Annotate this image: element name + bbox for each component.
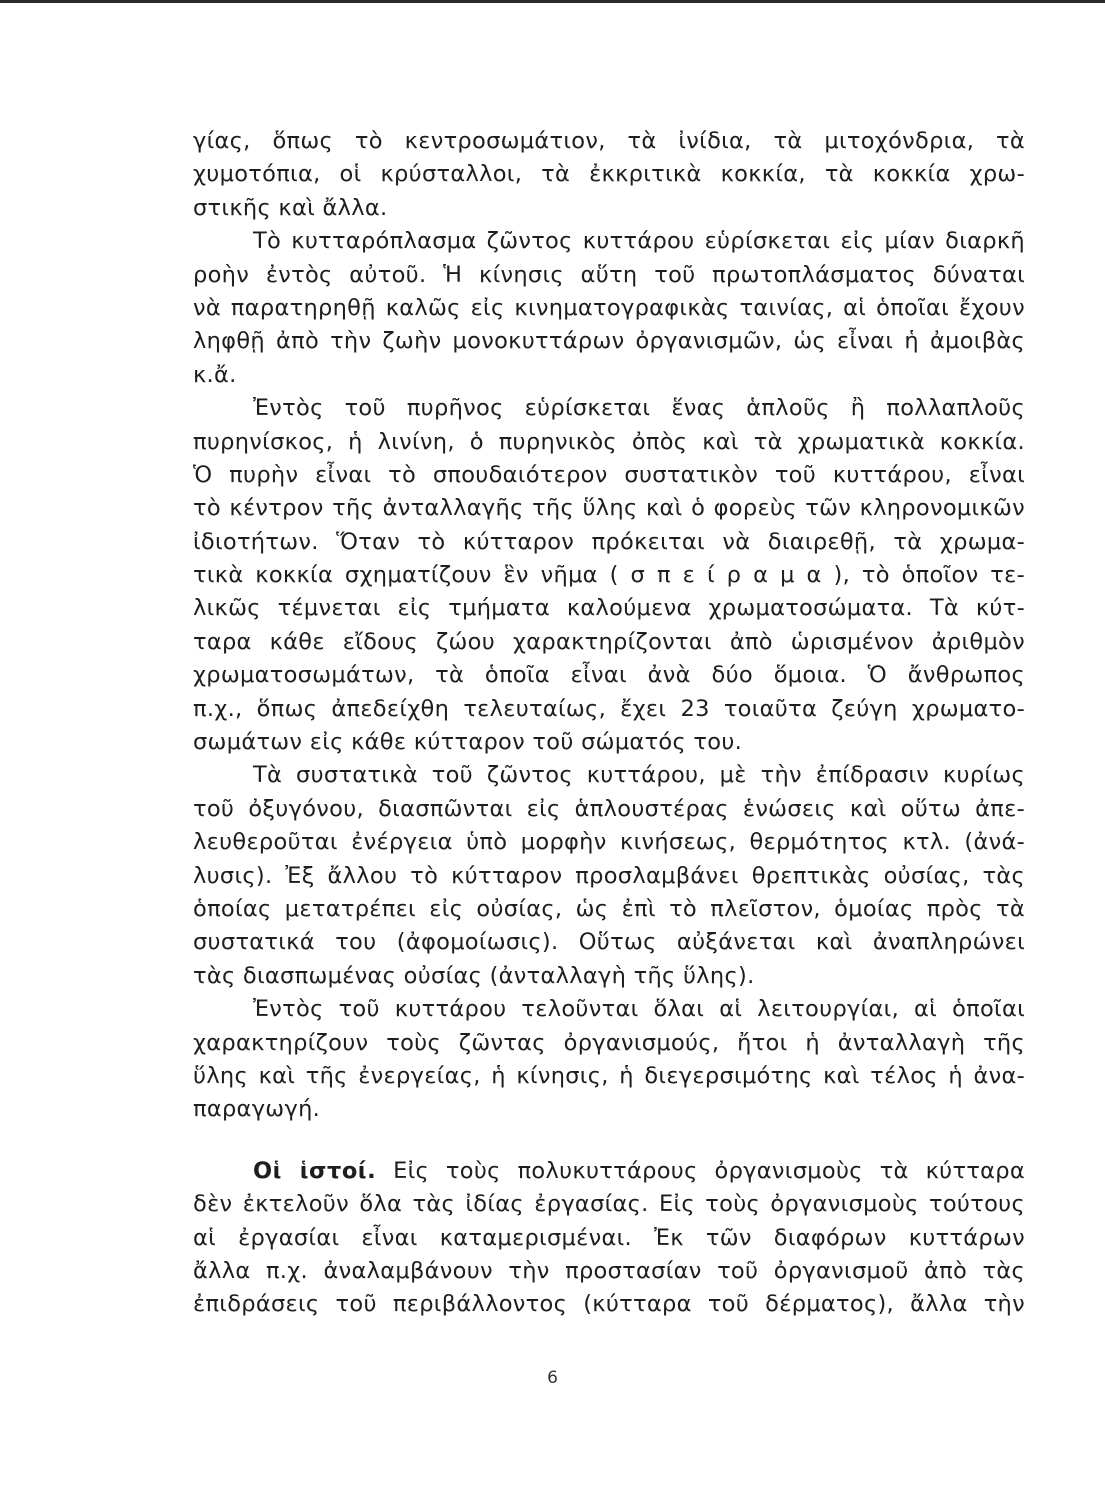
page-body (193, 125, 1025, 1322)
paragraph-life-functions (193, 993, 1025, 1127)
text-line: νὰ παρατηρηθῇ καλῶς εἰς κινηματογραφικὰς ταινίας, αἱ ὁποῖαι ἔχουν (193, 294, 1025, 321)
text-line: λευθεροῦται ἐνέργεια ὑπὸ μορφὴν κινήσεως, θερμότητος κτλ. (ἀνά- (193, 829, 1025, 856)
paragraph-nucleus (193, 392, 1025, 759)
text-line: Ὁ πυρὴν εἶναι τὸ σπουδαιότερον συστατικὸν τοῦ κυττάρου, εἶναι (193, 461, 1025, 488)
text-line: τὰς διασπωμένας οὐσίας (ἀνταλλαγὴ τῆς ὕλης). (193, 962, 755, 989)
text-line: Ἐντὸς τοῦ πυρῆνος εὑρίσκεται ἕνας ἁπλοῦς ἢ πολλαπλοῦς (253, 395, 1025, 422)
paragraph-tissues (193, 1155, 1025, 1322)
text-line: τοῦ ὀξυγόνου, διασπῶνται εἰς ἁπλουστέρας ἑνώσεις καὶ οὕτω ἀπε- (193, 795, 1025, 822)
text-line: συστατικά του (ἀφομοίωσις). Οὕτως αὐξάνεται καὶ ἀναπληρώνει (193, 929, 1025, 956)
text-line (193, 1155, 1025, 1188)
text-line: ἰδιοτήτων. Ὅταν τὸ κύτταρον πρόκειται νὰ διαιρεθῇ, τὰ χρωμα- (193, 528, 1025, 555)
text-line: ἄλλα π.χ. ἀναλαμβάνουν τὴν προστασίαν τοῦ ὀργανισμοῦ ἀπὸ τὰς (193, 1257, 1025, 1284)
text-line: λυσις). Ἐξ ἄλλου τὸ κύτταρον προσλαμβάνει θρεπτικὰς οὐσίας, τὰς (193, 862, 1025, 889)
text-line: σωμάτων εἰς κάθε κύτταρον τοῦ σώματός του. (193, 729, 743, 756)
paragraph-cell-components (193, 125, 1025, 225)
text-line: παραγωγή. (193, 1096, 321, 1123)
text-line: π.χ., ὅπως ἀπεδείχθη τελευταίως, ἔχει 23 τοιαῦτα ζεύγη χρωματο- (193, 695, 1025, 722)
text-line: ταρα κάθε εἴδους ζώου χαρακτηρίζονται ἀπὸ ὡρισμένον ἀριθμὸν (193, 628, 1025, 655)
text-line: δὲν ἐκτελοῦν ὅλα τὰς ἰδίας ἐργασίας. Εἰς τοὺς ὀργανισμοὺς τούτους (193, 1191, 1025, 1218)
page-number: 6 (547, 1368, 558, 1388)
paragraph-cytoplasm-flow (193, 225, 1025, 392)
text-line: αἱ ἐργασίαι εἶναι καταμερισμέναι. Ἐκ τῶν διαφόρων κυττάρων (193, 1224, 1025, 1251)
text-line: κ.ἄ. (193, 361, 237, 388)
text-line: ἐπιδράσεις τοῦ περιβάλλοντος (κύτταρα τοῦ δέρματος), ἄλλα τὴν (193, 1291, 1025, 1318)
text-line: στικῆς καὶ ἄλλα. (193, 194, 388, 221)
paragraph-metabolism (193, 759, 1025, 993)
text-line: Τὸ κυτταρόπλασμα ζῶντος κυττάρου εὑρίσκεται εἰς μίαν διαρκῆ (253, 228, 1025, 255)
text-line: λικῶς τέμνεται εἰς τμήματα καλούμενα χρωματοσώματα. Τὰ κύτ- (193, 595, 1025, 622)
text-line: Τὰ συστατικὰ τοῦ ζῶντος κυττάρου, μὲ τὴν ἐπίδρασιν κυρίως (253, 762, 1025, 789)
text-line-rest: Εἰς τοὺς πολυκυττάρους ὀργανισμοὺς τὰ κύτταρα (393, 1157, 1026, 1184)
section-heading-tissues: Οἱ ἱστοί. (253, 1157, 377, 1184)
text-line: Ἐντὸς τοῦ κυττάρου τελοῦνται ὅλαι αἱ λειτουργίαι, αἱ ὁποῖαι (253, 996, 1025, 1023)
text-line: γίας, ὅπως τὸ κεντροσωμάτιον, τὰ ἰνίδια, τὰ μιτοχόνδρια, τὰ (193, 128, 1025, 154)
text-line: χαρακτηρίζουν τοὺς ζῶντας ὀργανισμούς, ἤτοι ἡ ἀνταλλαγὴ τῆς (193, 1029, 1025, 1056)
text-line: χυμοτόπια, οἱ κρύσταλλοι, τὰ ἐκκριτικὰ κοκκία, τὰ κοκκία χρω- (193, 161, 1025, 188)
text-line: ὁποίας μετατρέπει εἰς οὐσίας, ὡς ἐπὶ τὸ πλεῖστον, ὁμοίας πρὸς τὰ (193, 895, 1025, 922)
text-line: ὕλης καὶ τῆς ἐνεργείας, ἡ κίνησις, ἡ διεγερσιμότης καὶ τέλος ἡ ἀνα- (193, 1062, 1025, 1089)
text-line: πυρηνίσκος, ἡ λινίνη, ὁ πυρηνικὸς ὀπὸς καὶ τὰ χρωματικὰ κοκκία. (193, 428, 1025, 455)
text-line: ληφθῇ ἀπὸ τὴν ζωὴν μονοκυττάρων ὀργανισμῶν, ὡς εἶναι ἡ ἀμοιβὰς (193, 328, 1025, 355)
scan-top-edge (0, 0, 1105, 3)
text-line: ροὴν ἐντὸς αὐτοῦ. Ἡ κίνησις αὕτη τοῦ πρωτοπλάσματος δύναται (193, 261, 1025, 288)
section-spacer (193, 1127, 1025, 1155)
text-line: χρωματοσωμάτων, τὰ ὁποῖα εἶναι ἀνὰ δύο ὅμοια. Ὁ ἄνθρωπος (193, 662, 1025, 689)
text-line: τικὰ κοκκία σχηματίζουν ἓν νῆμα ( σ π ε ί ρ α μ α ), τὸ ὁποῖον τε- (193, 562, 1025, 589)
text-line: τὸ κέντρον τῆς ἀνταλλαγῆς τῆς ὕλης καὶ ὁ φορεὺς τῶν κληρονομικῶν (193, 495, 1025, 522)
